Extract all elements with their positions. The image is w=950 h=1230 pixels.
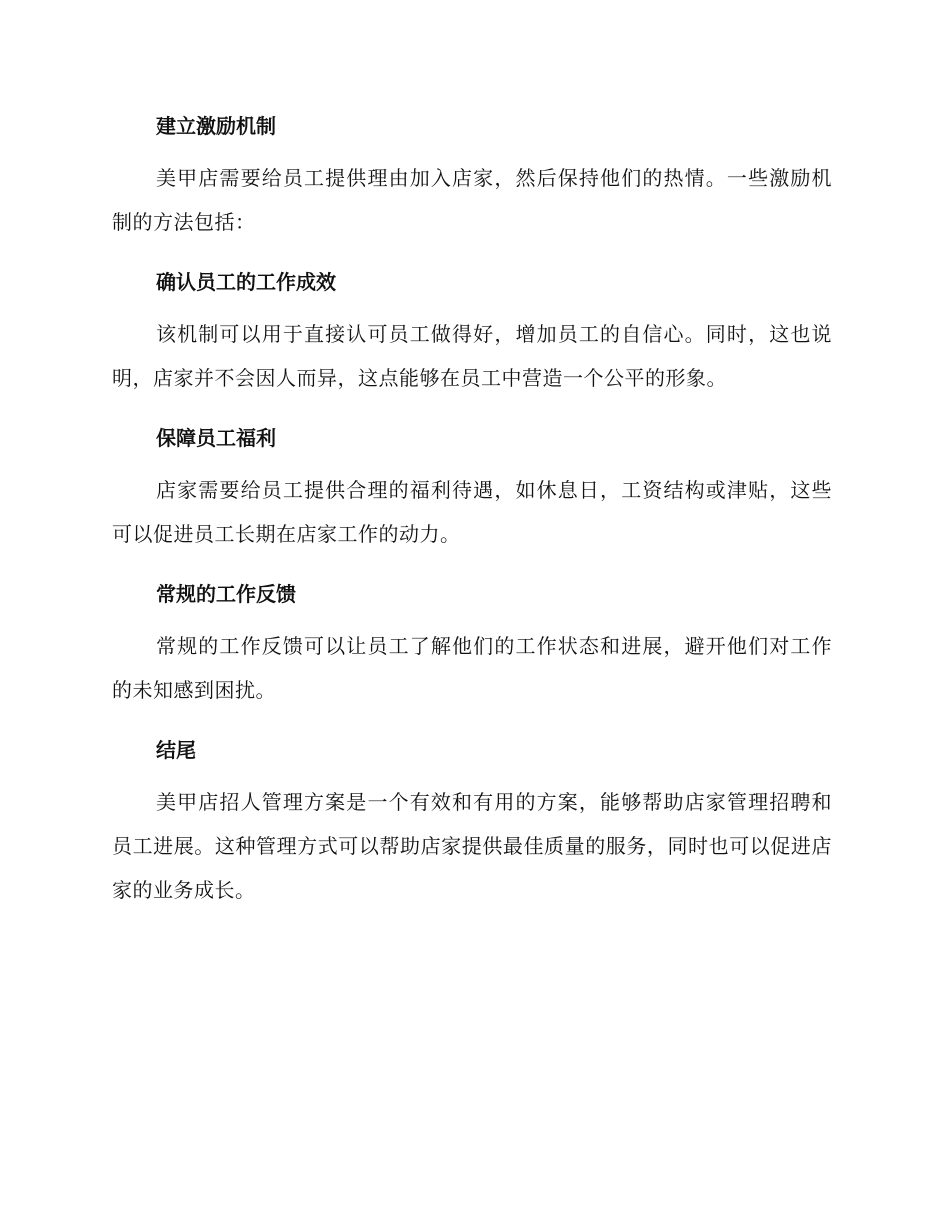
- section-paragraph-recognition: 该机制可以用于直接认可员工做得好，增加员工的自信心。同时，这也说明，店家并不会因人而异，这点能够在员工中营造一个公平的形象。: [112, 322, 832, 390]
- document-content: [112, 104, 832, 928]
- section-heading-recognition: 确认员工的工作成效: [156, 270, 336, 294]
- section-paragraph-incentive: 美甲店需要给员工提供理由加入店家，然后保持他们的热情。一些激励机制的方法包括：: [112, 166, 832, 234]
- section-heading-conclusion: 结尾: [156, 738, 196, 762]
- section-paragraph-conclusion: 美甲店招人管理方案是一个有效和有用的方案，能够帮助店家管理招聘和员工进展。这种管理方式可以帮助店家提供最佳质量的服务，同时也可以促进店家的业务成长。: [112, 790, 832, 902]
- section-heading-benefits: 保障员工福利: [156, 426, 276, 450]
- section-heading-feedback: 常规的工作反馈: [156, 582, 296, 606]
- section-heading-incentive: 建立激励机制: [156, 114, 276, 138]
- section-paragraph-benefits: 店家需要给员工提供合理的福利待遇，如休息日，工资结构或津贴，这些可以促进员工长期在店家工作的动力。: [112, 478, 832, 546]
- section-paragraph-feedback: 常规的工作反馈可以让员工了解他们的工作状态和进展，避开他们对工作的未知感到困扰。: [112, 634, 832, 702]
